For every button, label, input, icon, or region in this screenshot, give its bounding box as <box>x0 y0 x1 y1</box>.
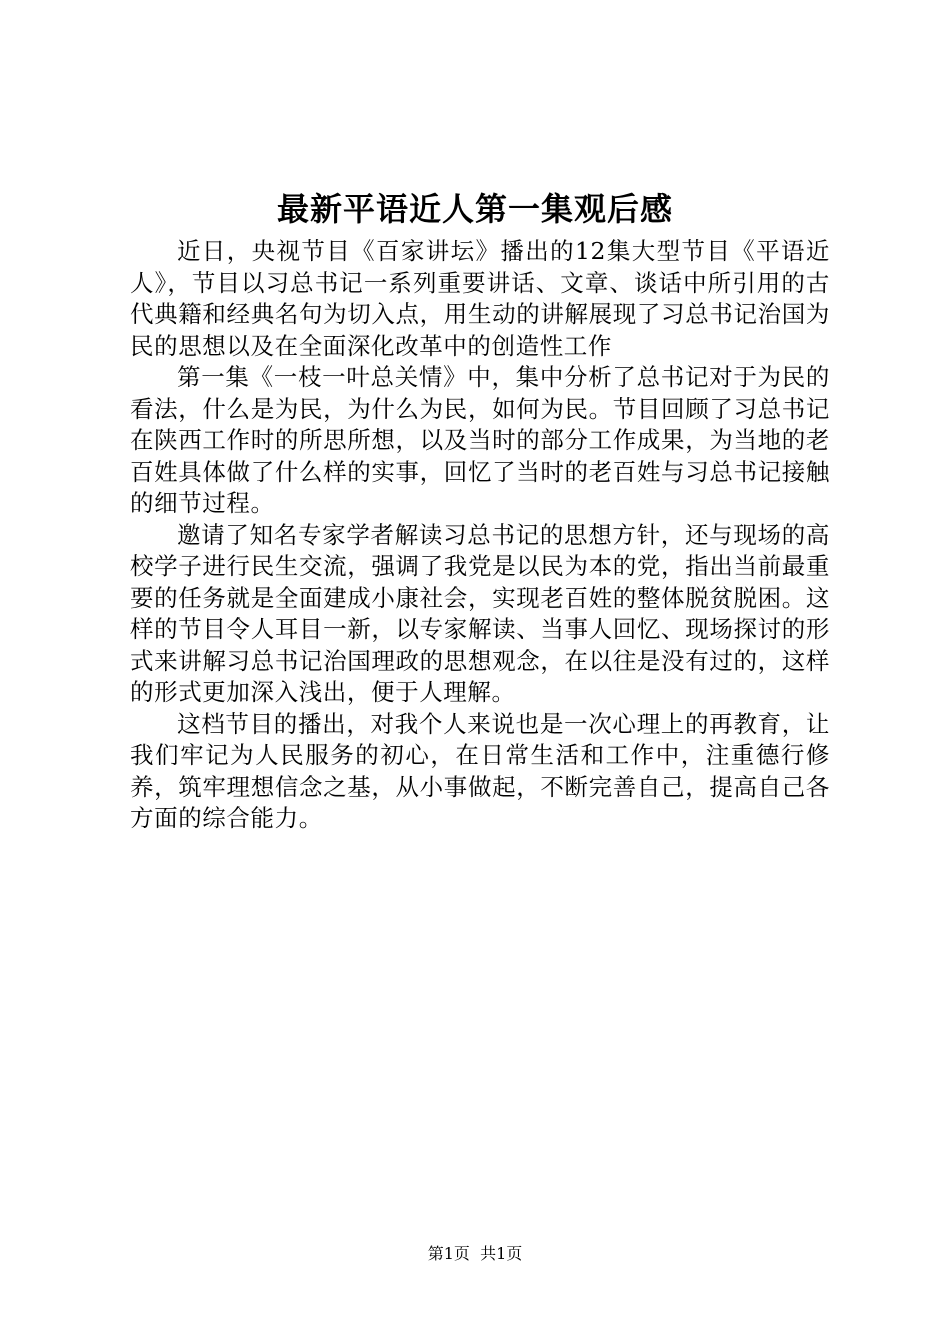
paragraph-2: 第一集《一枝一叶总关情》中，集中分析了总书记对于为民的看法，什么是为民，为什么为民，如何为民。节目回顾了习总书记在陕西工作时的所思所想，以及当时的部分工作成果，为当地的老百姓具体做了什么样的实事，回忆了当时的老百姓与习总书记接触的细节过程。 <box>130 363 830 517</box>
page-footer: 第1页 共1页 <box>427 1244 523 1263</box>
document-body <box>130 236 830 835</box>
paragraph-4: 这档节目的播出，对我个人来说也是一次心理上的再教育，让我们牢记为人民服务的初心，在日常生活和工作中，注重德行修养，筑牢理想信念之基，从小事做起，不断完善自己，提高自己各方面的综合能力。 <box>130 709 830 832</box>
paragraph-3: 邀请了知名专家学者解读习总书记的思想方针，还与现场的高校学子进行民生交流，强调了我党是以民为本的党，指出当前最重要的任务就是全面建成小康社会，实现老百姓的整体脱贫脱困。这样的节目令人耳目一新，以专家解读、当事人回忆、现场探讨的形式来讲解习总书记治国理政的思想观念，在以往是没有过的，这样的形式更加深入浅出，便于人理解。 <box>130 520 830 706</box>
paragraph-1: 近日，央视节目《百家讲坛》播出的12集大型节目《平语近人》，节目以习总书记一系列重要讲话、文章、谈话中所引用的古代典籍和经典名句为切入点，用生动的讲解展现了习总书记治国为民的思想以及在全面深化改革中的创造性工作 <box>130 237 830 360</box>
document-title: 最新平语近人第一集观后感 <box>276 190 673 228</box>
